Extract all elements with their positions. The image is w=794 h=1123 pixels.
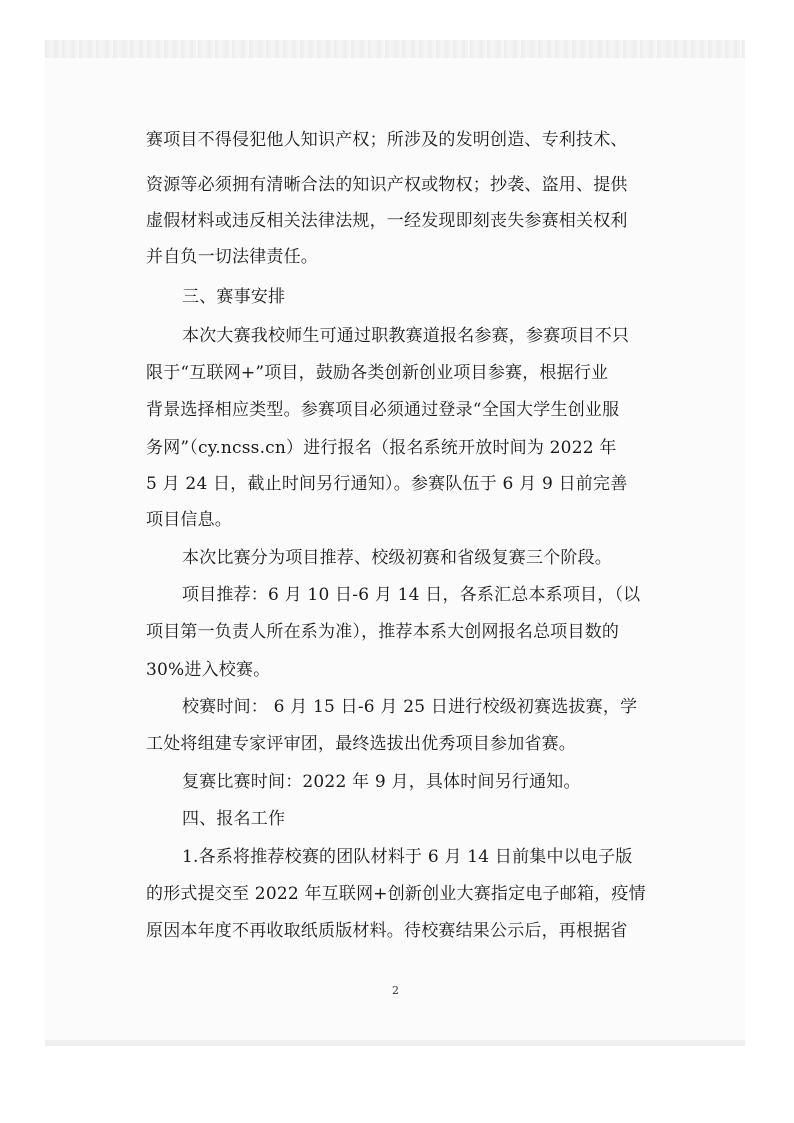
- body-text-line: 项目信息。: [146, 510, 232, 530]
- body-text-line: 复赛比赛时间：2022 年 9 月，具体时间另行通知。: [182, 772, 581, 792]
- body-text-line: 1.各系将推荐校赛的团队材料于 6 月 14 日前集中以电子版: [182, 847, 633, 867]
- body-text-line: 的形式提交至 2022 年互联网+创新创业大赛指定电子邮箱，疫情: [146, 884, 646, 904]
- section-heading: 三、赛事安排: [182, 287, 286, 307]
- scan-edge-artifact: [45, 1040, 745, 1046]
- page-number: 2: [392, 984, 399, 997]
- body-text-line: 工处将组建专家评审团，最终选拔出优秀项目参加省赛。: [146, 734, 576, 754]
- body-text-line: 资源等必须拥有清晰合法的知识产权或物权；抄袭、盗用、提供: [146, 175, 628, 195]
- body-text-line: 务网”（cy.ncss.cn）进行报名（报名系统开放时间为 2022 年: [146, 438, 617, 458]
- body-text-line: 背景选择相应类型。参赛项目必须通过登录“全国大学生创业服: [146, 400, 620, 420]
- scan-edge-artifact: [45, 40, 745, 58]
- body-text-line: 校赛时间： 6 月 15 日-6 月 25 日进行校级初赛选拔赛，学: [182, 697, 638, 717]
- body-text-line: 本次大赛我校师生可通过职教赛道报名参赛，参赛项目不只: [182, 326, 630, 346]
- body-text-line: 并自负一切法律责任。: [146, 247, 318, 267]
- body-text-line: 本次比赛分为项目推荐、校级初赛和省级复赛三个阶段。: [182, 548, 612, 568]
- body-text-line: 项目推荐：6 月 10 日-6 月 14 日，各系汇总本系项目，（以: [182, 585, 641, 605]
- body-text-line: 项目第一负责人所在系为准），推荐本系大创网报名总项目数的: [146, 622, 620, 642]
- body-text-line: 虚假材料或违反相关法律法规，一经发现即刻丧失参赛相关权利: [146, 211, 628, 231]
- section-heading: 四、报名工作: [182, 809, 286, 829]
- body-text-line: 赛项目不得侵犯他人知识产权；所涉及的发明创造、专利技术、: [146, 130, 628, 150]
- body-text-line: 限于“互联网+”项目，鼓励各类创新创业项目参赛，根据行业: [146, 363, 609, 383]
- body-text-line: 原因本年度不再收取纸质版材料。待校赛结果公示后，再根据省: [146, 921, 628, 941]
- body-text-line: 5 月 24 日，截止时间另行通知）。参赛队伍于 6 月 9 日前完善: [146, 474, 628, 494]
- body-text-line: 30%进入校赛。: [146, 660, 271, 680]
